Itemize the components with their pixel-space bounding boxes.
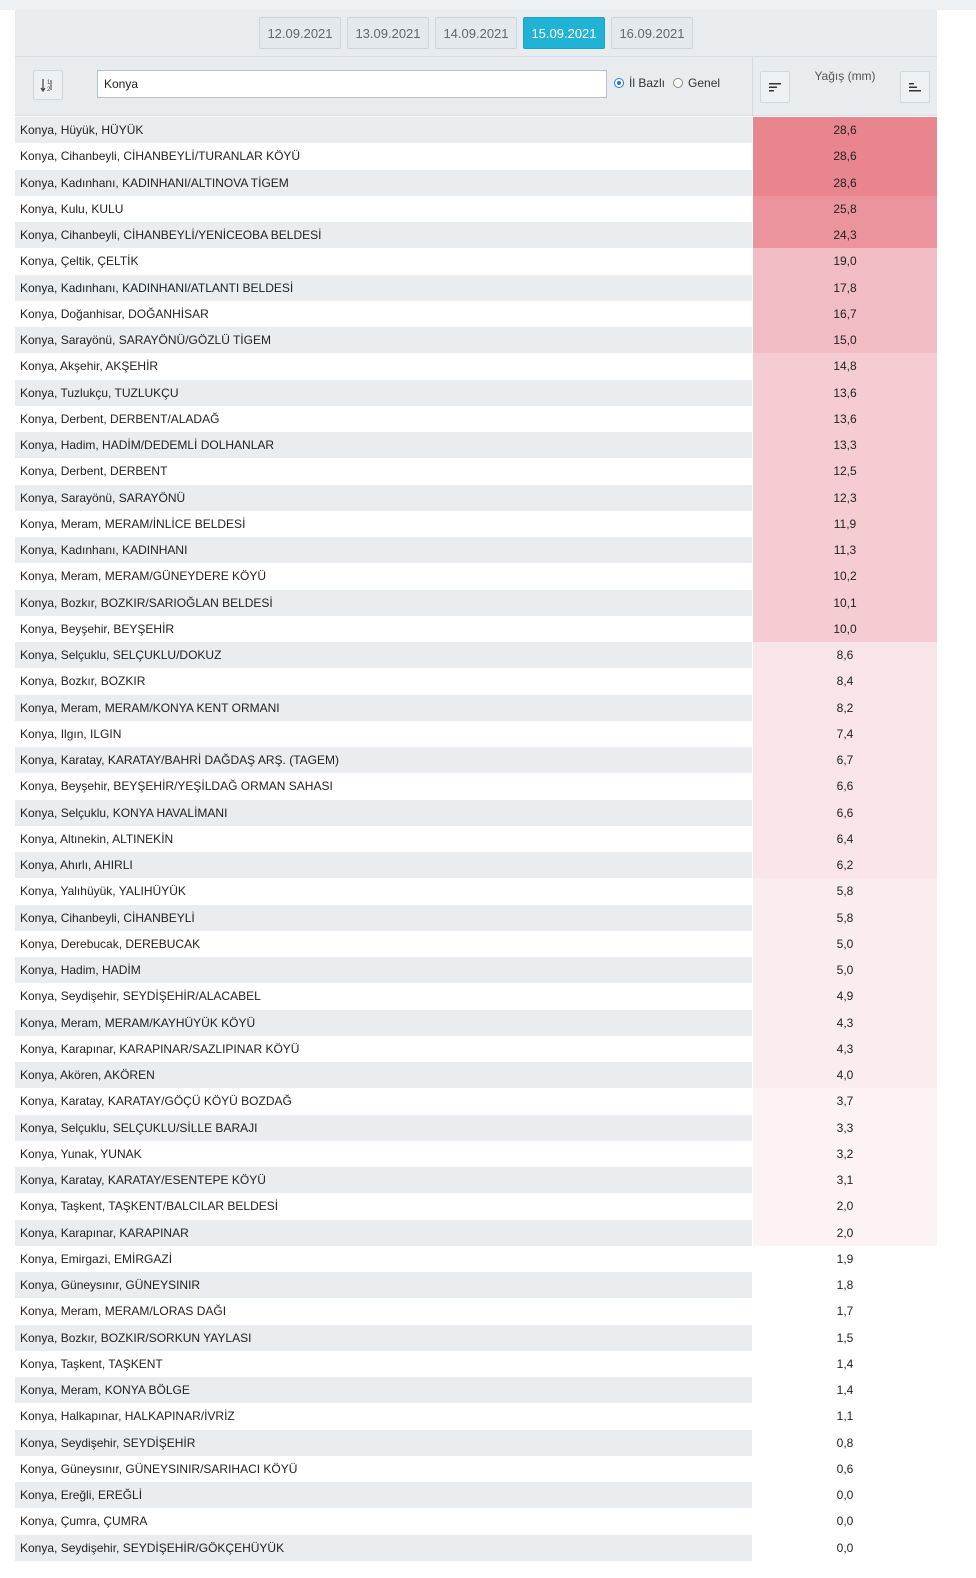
- station-name: Konya, Çeltik, ÇELTİK: [15, 248, 752, 274]
- table-row: [15, 905, 937, 931]
- top-strip: [0, 0, 976, 10]
- table-row: [15, 511, 937, 537]
- rainfall-value: 5,8: [753, 905, 937, 931]
- radio-genel[interactable]: [673, 78, 683, 88]
- rainfall-value: 1,1: [753, 1403, 937, 1429]
- station-name: Konya, Seydişehir, SEYDİŞEHİR/ALACABEL: [15, 983, 752, 1009]
- rainfall-value: 3,1: [753, 1167, 937, 1193]
- date-tabs: [15, 10, 937, 57]
- svg-text:2: 2: [47, 87, 51, 93]
- station-name: Konya, Sarayönü, SARAYÖNÜ/GÖZLÜ TİGEM: [15, 327, 752, 353]
- table-row: [15, 1351, 937, 1377]
- table-row: [15, 380, 937, 406]
- station-name: Konya, Güneysınır, GÜNEYSINIR/SARIHACI KÖYÜ: [15, 1456, 752, 1482]
- sort-desc-icon: [768, 81, 782, 93]
- rainfall-value: 8,4: [753, 668, 937, 694]
- table-row: [15, 1508, 937, 1534]
- table-row: [15, 1062, 937, 1088]
- station-name: Konya, Çumra, ÇUMRA: [15, 1508, 752, 1534]
- table-row: [15, 695, 937, 721]
- radio-il-bazli-label: İl Bazlı: [629, 76, 666, 90]
- rainfall-value: 0,6: [753, 1456, 937, 1482]
- station-name: Konya, Kulu, KULU: [15, 196, 752, 222]
- table-row: [15, 852, 937, 878]
- rainfall-value: 7,4: [753, 721, 937, 747]
- table-row: [15, 1325, 937, 1351]
- station-name: Konya, Kadınhanı, KADINHANI: [15, 537, 752, 563]
- table-row: [15, 642, 937, 668]
- rainfall-value: 6,4: [753, 826, 937, 852]
- station-name: Konya, Karapınar, KARAPINAR: [15, 1220, 752, 1246]
- table-row: [15, 327, 937, 353]
- table-row: [15, 773, 937, 799]
- rainfall-value: 0,8: [753, 1430, 937, 1456]
- rainfall-value: 3,2: [753, 1141, 937, 1167]
- rainfall-value: 12,3: [753, 485, 937, 511]
- table-row: [15, 537, 937, 563]
- rainfall-value: 16,7: [753, 301, 937, 327]
- station-name: Konya, Cihanbeyli, CİHANBEYLİ/YENİCEOBA BELDESİ: [15, 222, 752, 248]
- rainfall-value: 4,9: [753, 983, 937, 1009]
- table-row: [15, 616, 937, 642]
- rainfall-value: 1,9: [753, 1246, 937, 1272]
- rainfall-value: 13,6: [753, 406, 937, 432]
- station-name: Konya, Bozkır, BOZKIR/SORKUN YAYLASI: [15, 1325, 752, 1351]
- rainfall-value: 28,6: [753, 143, 937, 169]
- station-name: Konya, Ereğli, EREĞLİ: [15, 1482, 752, 1508]
- table-row: [15, 432, 937, 458]
- rainfall-value: 5,0: [753, 931, 937, 957]
- rainfall-value: 5,8: [753, 878, 937, 904]
- table-row: [15, 1167, 937, 1193]
- station-name: Konya, Meram, MERAM/KAYHÜYÜK KÖYÜ: [15, 1010, 752, 1036]
- table-row: [15, 1298, 937, 1324]
- rainfall-column-header: [753, 57, 937, 115]
- rainfall-value: 19,0: [753, 248, 937, 274]
- table-row: [15, 485, 937, 511]
- table-row: [15, 1088, 937, 1114]
- table-row: [15, 275, 937, 301]
- table-row: [15, 143, 937, 169]
- table-row: [15, 353, 937, 379]
- table-row: [15, 248, 937, 274]
- search-input[interactable]: [97, 70, 607, 98]
- rainfall-value: 1,4: [753, 1351, 937, 1377]
- table-row: [15, 1193, 937, 1219]
- rainfall-value: 24,3: [753, 222, 937, 248]
- table-row: [15, 931, 937, 957]
- station-name: Konya, Karapınar, KARAPINAR/SAZLIPINAR KÖYÜ: [15, 1036, 752, 1062]
- station-name: Konya, Meram, MERAM/GÜNEYDERE KÖYÜ: [15, 563, 752, 589]
- rainfall-value: 13,3: [753, 432, 937, 458]
- rainfall-value: 0,0: [753, 1535, 937, 1561]
- station-name: Konya, Karatay, KARATAY/BAHRİ DAĞDAŞ ARŞ. (TAGEM): [15, 747, 752, 773]
- table-row: [15, 1220, 937, 1246]
- table-row: [15, 721, 937, 747]
- station-name: Konya, Taşkent, TAŞKENT: [15, 1351, 752, 1377]
- rainfall-value: 0,0: [753, 1482, 937, 1508]
- station-name: Konya, Emirgazi, EMİRGAZİ: [15, 1246, 752, 1272]
- station-name: Konya, Derbent, DERBENT/ALADAĞ: [15, 406, 752, 432]
- table-row: [15, 1272, 937, 1298]
- station-name: Konya, Karatay, KARATAY/GÖÇÜ KÖYÜ BOZDAĞ: [15, 1088, 752, 1114]
- station-name: Konya, Derebucak, DEREBUCAK: [15, 931, 752, 957]
- station-name: Konya, Güneysınır, GÜNEYSINIR: [15, 1272, 752, 1298]
- station-name: Konya, Karatay, KARATAY/ESENTEPE KÖYÜ: [15, 1167, 752, 1193]
- rainfall-value: 25,8: [753, 196, 937, 222]
- table-row: [15, 800, 937, 826]
- rainfall-value: 13,6: [753, 380, 937, 406]
- rainfall-value: 11,9: [753, 511, 937, 537]
- station-name: Konya, Beyşehir, BEYŞEHİR: [15, 616, 752, 642]
- rainfall-value: 14,8: [753, 353, 937, 379]
- table-row: [15, 117, 937, 143]
- table-row: [15, 196, 937, 222]
- rainfall-value: 3,3: [753, 1115, 937, 1141]
- station-name: Konya, Selçuklu, SELÇUKLU/DOKUZ: [15, 642, 752, 668]
- station-name: Konya, Ahırlı, AHIRLI: [15, 852, 752, 878]
- table-row: [15, 406, 937, 432]
- rainfall-value: 2,0: [753, 1193, 937, 1219]
- station-name: Konya, Selçuklu, KONYA HAVALİMANI: [15, 800, 752, 826]
- scope-radio-group: [614, 76, 728, 90]
- sort-alpha-button[interactable]: [33, 70, 63, 100]
- sort-desc-button[interactable]: [760, 71, 790, 103]
- table-row: [15, 957, 937, 983]
- rainfall-value: 6,7: [753, 747, 937, 773]
- station-name: Konya, Meram, MERAM/LORAS DAĞI: [15, 1298, 752, 1324]
- station-name: Konya, Hadim, HADİM: [15, 957, 752, 983]
- station-name: Konya, Seydişehir, SEYDİŞEHİR: [15, 1430, 752, 1456]
- station-name: Konya, Hadim, HADİM/DEDEMLİ DOLHANLAR: [15, 432, 752, 458]
- station-name: Konya, Tuzlukçu, TUZLUKÇU: [15, 380, 752, 406]
- station-name: Konya, Akşehir, AKŞEHİR: [15, 353, 752, 379]
- rainfall-value: 10,0: [753, 616, 937, 642]
- rainfall-value: 6,6: [753, 773, 937, 799]
- table-row: [15, 1036, 937, 1062]
- rainfall-value: 4,0: [753, 1062, 937, 1088]
- table-row: [15, 170, 937, 196]
- tab-date-15-09-2021[interactable]: 15.09.2021: [523, 17, 605, 49]
- rainfall-value: 11,3: [753, 537, 937, 563]
- table-row: [15, 747, 937, 773]
- table-row: [15, 1010, 937, 1036]
- svg-text:1: 1: [47, 80, 51, 86]
- rainfall-value: 10,2: [753, 563, 937, 589]
- table-row: [15, 668, 937, 694]
- table-row: [15, 878, 937, 904]
- rainfall-value: 1,8: [753, 1272, 937, 1298]
- rainfall-table: [15, 117, 937, 1561]
- station-name: Konya, Beyşehir, BEYŞEHİR/YEŞİLDAĞ ORMAN SAHASI: [15, 773, 752, 799]
- table-row: [15, 1246, 937, 1272]
- station-name: Konya, Halkapınar, HALKAPINAR/İVRİZ: [15, 1403, 752, 1429]
- station-name: Konya, Ilgın, ILGIN: [15, 721, 752, 747]
- station-name: Konya, Bozkır, BOZKIR/SARIOĞLAN BELDESİ: [15, 590, 752, 616]
- rainfall-value: 28,6: [753, 170, 937, 196]
- rainfall-value: 2,0: [753, 1220, 937, 1246]
- tab-date-13-09-2021[interactable]: 13.09.2021: [347, 17, 429, 49]
- table-row: [15, 1403, 937, 1429]
- station-name: Konya, Selçuklu, SELÇUKLU/SİLLE BARAJI: [15, 1115, 752, 1141]
- table-row: [15, 1115, 937, 1141]
- rainfall-column-title: Yağış (mm): [814, 69, 876, 83]
- station-name: Konya, Akören, AKÖREN: [15, 1062, 752, 1088]
- station-name: Konya, Doğanhisar, DOĞANHİSAR: [15, 301, 752, 327]
- table-row: [15, 1141, 937, 1167]
- tab-date-16-09-2021[interactable]: 16.09.2021: [611, 17, 693, 49]
- station-name: Konya, Altınekin, ALTINEKİN: [15, 826, 752, 852]
- sort-asc-icon: [908, 81, 922, 93]
- station-name: Konya, Meram, KONYA BÖLGE: [15, 1377, 752, 1403]
- station-name: Konya, Yalıhüyük, YALIHÜYÜK: [15, 878, 752, 904]
- radio-genel-label: Genel: [688, 76, 721, 90]
- station-name: Konya, Derbent, DERBENT: [15, 458, 752, 484]
- rainfall-value: 8,6: [753, 642, 937, 668]
- toolbar: [15, 57, 937, 116]
- station-name: Konya, Meram, MERAM/KONYA KENT ORMANI: [15, 695, 752, 721]
- table-row: [15, 1482, 937, 1508]
- table-row: [15, 590, 937, 616]
- rainfall-value: 28,6: [753, 117, 937, 143]
- station-name: Konya, Yunak, YUNAK: [15, 1141, 752, 1167]
- tab-date-12-09-2021[interactable]: 12.09.2021: [259, 17, 341, 49]
- table-row: [15, 983, 937, 1009]
- rainfall-value: 12,5: [753, 458, 937, 484]
- table-row: [15, 222, 937, 248]
- table-row: [15, 301, 937, 327]
- station-name: Konya, Seydişehir, SEYDİŞEHİR/GÖKÇEHÜYÜK: [15, 1535, 752, 1561]
- tab-date-14-09-2021[interactable]: 14.09.2021: [435, 17, 517, 49]
- rainfall-value: 8,2: [753, 695, 937, 721]
- rainfall-panel: [15, 10, 937, 1561]
- table-row: [15, 826, 937, 852]
- station-name: Konya, Taşkent, TAŞKENT/BALCILAR BELDESİ: [15, 1193, 752, 1219]
- station-name: Konya, Bozkır, BOZKIR: [15, 668, 752, 694]
- table-row: [15, 1377, 937, 1403]
- rainfall-value: 10,1: [753, 590, 937, 616]
- rainfall-value: 1,4: [753, 1377, 937, 1403]
- station-name: Konya, Meram, MERAM/İNLİCE BELDESİ: [15, 511, 752, 537]
- rainfall-value: 5,0: [753, 957, 937, 983]
- station-name: Konya, Cihanbeyli, CİHANBEYLİ: [15, 905, 752, 931]
- radio-il-bazli[interactable]: [614, 78, 624, 88]
- sort-asc-button[interactable]: [900, 71, 930, 103]
- rainfall-value: 6,2: [753, 852, 937, 878]
- station-name: Konya, Kadınhanı, KADINHANI/ATLANTI BELDESİ: [15, 275, 752, 301]
- rainfall-value: 15,0: [753, 327, 937, 353]
- rainfall-value: 4,3: [753, 1010, 937, 1036]
- station-name: Konya, Kadınhanı, KADINHANI/ALTINOVA TİGEM: [15, 170, 752, 196]
- rainfall-value: 1,7: [753, 1298, 937, 1324]
- table-row: [15, 1430, 937, 1456]
- rainfall-value: 1,5: [753, 1325, 937, 1351]
- table-row: [15, 563, 937, 589]
- station-name: Konya, Cihanbeyli, CİHANBEYLİ/TURANLAR KÖYÜ: [15, 143, 752, 169]
- rainfall-value: 6,6: [753, 800, 937, 826]
- table-row: [15, 458, 937, 484]
- rainfall-value: 0,0: [753, 1508, 937, 1534]
- rainfall-value: 4,3: [753, 1036, 937, 1062]
- rainfall-value: 3,7: [753, 1088, 937, 1114]
- station-name: Konya, Sarayönü, SARAYÖNÜ: [15, 485, 752, 511]
- table-row: [15, 1535, 937, 1561]
- station-name: Konya, Hüyük, HÜYÜK: [15, 117, 752, 143]
- rainfall-value: 17,8: [753, 275, 937, 301]
- table-row: [15, 1456, 937, 1482]
- sort-alpha-icon: [40, 77, 56, 93]
